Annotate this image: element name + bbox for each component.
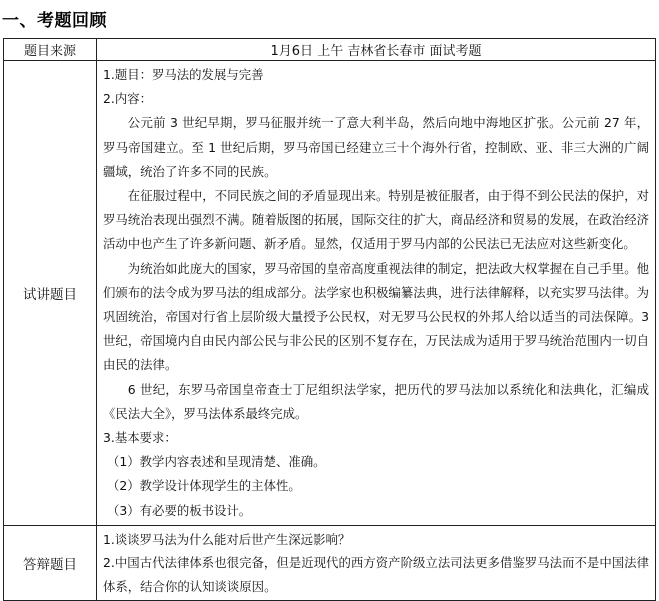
lecture-paragraph: 为统治如此庞大的国家，罗马帝国的皇帝高度重视法律的制定，把法政大权掌握在自己手里。他们颁布的法令成为罗马法的组成部分。法学家也积极编纂法典，进行法律解释，以充实罗马法律。为巩固统治，帝国对行省上层阶级大量授予公民权，对无罗马公民权的外邦人给以适当的司法保障。3 世纪，帝国境内自由民内部公民与非公民的区别不复存在，万民法成为适用于罗马统治范围内一切自由民的法律。 <box>103 260 649 373</box>
requirement-item: （2）教学设计体现学生的主体性。 <box>107 478 301 494</box>
defense-question: 1.谈谈罗马法为什么能对后世产生深远影响？ <box>103 531 351 547</box>
section-title: 一、考题回顾 <box>2 11 107 31</box>
defense-question: 2.中国古代法律体系也很完备，但是近现代的西方资产阶级立法司法更多借鉴罗马法而不是中国法律体系，结合你的认知谈谈原因。 <box>103 555 649 594</box>
lecture-topic: 1.题目：罗马法的发展与完善 <box>103 67 264 82</box>
lecture-content <box>97 61 656 526</box>
requirement-item: （1）教学内容表述和呈现清楚、准确。 <box>107 454 326 470</box>
lecture-row <box>4 61 656 526</box>
lecture-label: 试讲题目 <box>4 61 97 526</box>
defense-label: 答辩题目 <box>4 525 97 601</box>
lecture-paragraph: 在征服过程中，不同民族之间的矛盾显现出来。特别是被征服者，由于得不到公民法的保护，对罗马统治表现出强烈不满。随着版图的拓展，国际交往的扩大，商品经济和贸易的发展，在政治经济活动中也产生了许多新问题、新矛盾。显然，仅适用于罗马内部的公民法已无法应对这些新变化。 <box>103 188 649 252</box>
defense-content <box>97 525 656 601</box>
source-value: 1月6日 上午 吉林省长春市 面试考题 <box>97 39 656 61</box>
requirement-item: （3）有必要的板书设计。 <box>107 502 252 518</box>
requirements-heading: 3.基本要求： <box>103 430 177 446</box>
lecture-paragraph: 6 世纪，东罗马帝国皇帝查士丁尼组织法学家，把历代的罗马法加以系统化和法典化，汇编成《民法大全》，罗马法体系最终完成。 <box>103 381 649 421</box>
lecture-content-heading: 2.内容： <box>103 91 152 107</box>
source-label: 题目来源 <box>4 39 97 61</box>
exam-table <box>3 38 656 601</box>
header-row <box>4 39 656 61</box>
defense-row <box>4 525 656 601</box>
lecture-paragraph: 公元前 3 世纪早期，罗马征服并统一了意大利半岛，然后向地中海地区扩张。公元前 27 年，罗马帝国建立。至 1 世纪后期，罗马帝国已经建立三十个海外行省，控制欧、亚、非三大洲的广阔疆域，统治了许多不同的民族。 <box>103 115 649 179</box>
